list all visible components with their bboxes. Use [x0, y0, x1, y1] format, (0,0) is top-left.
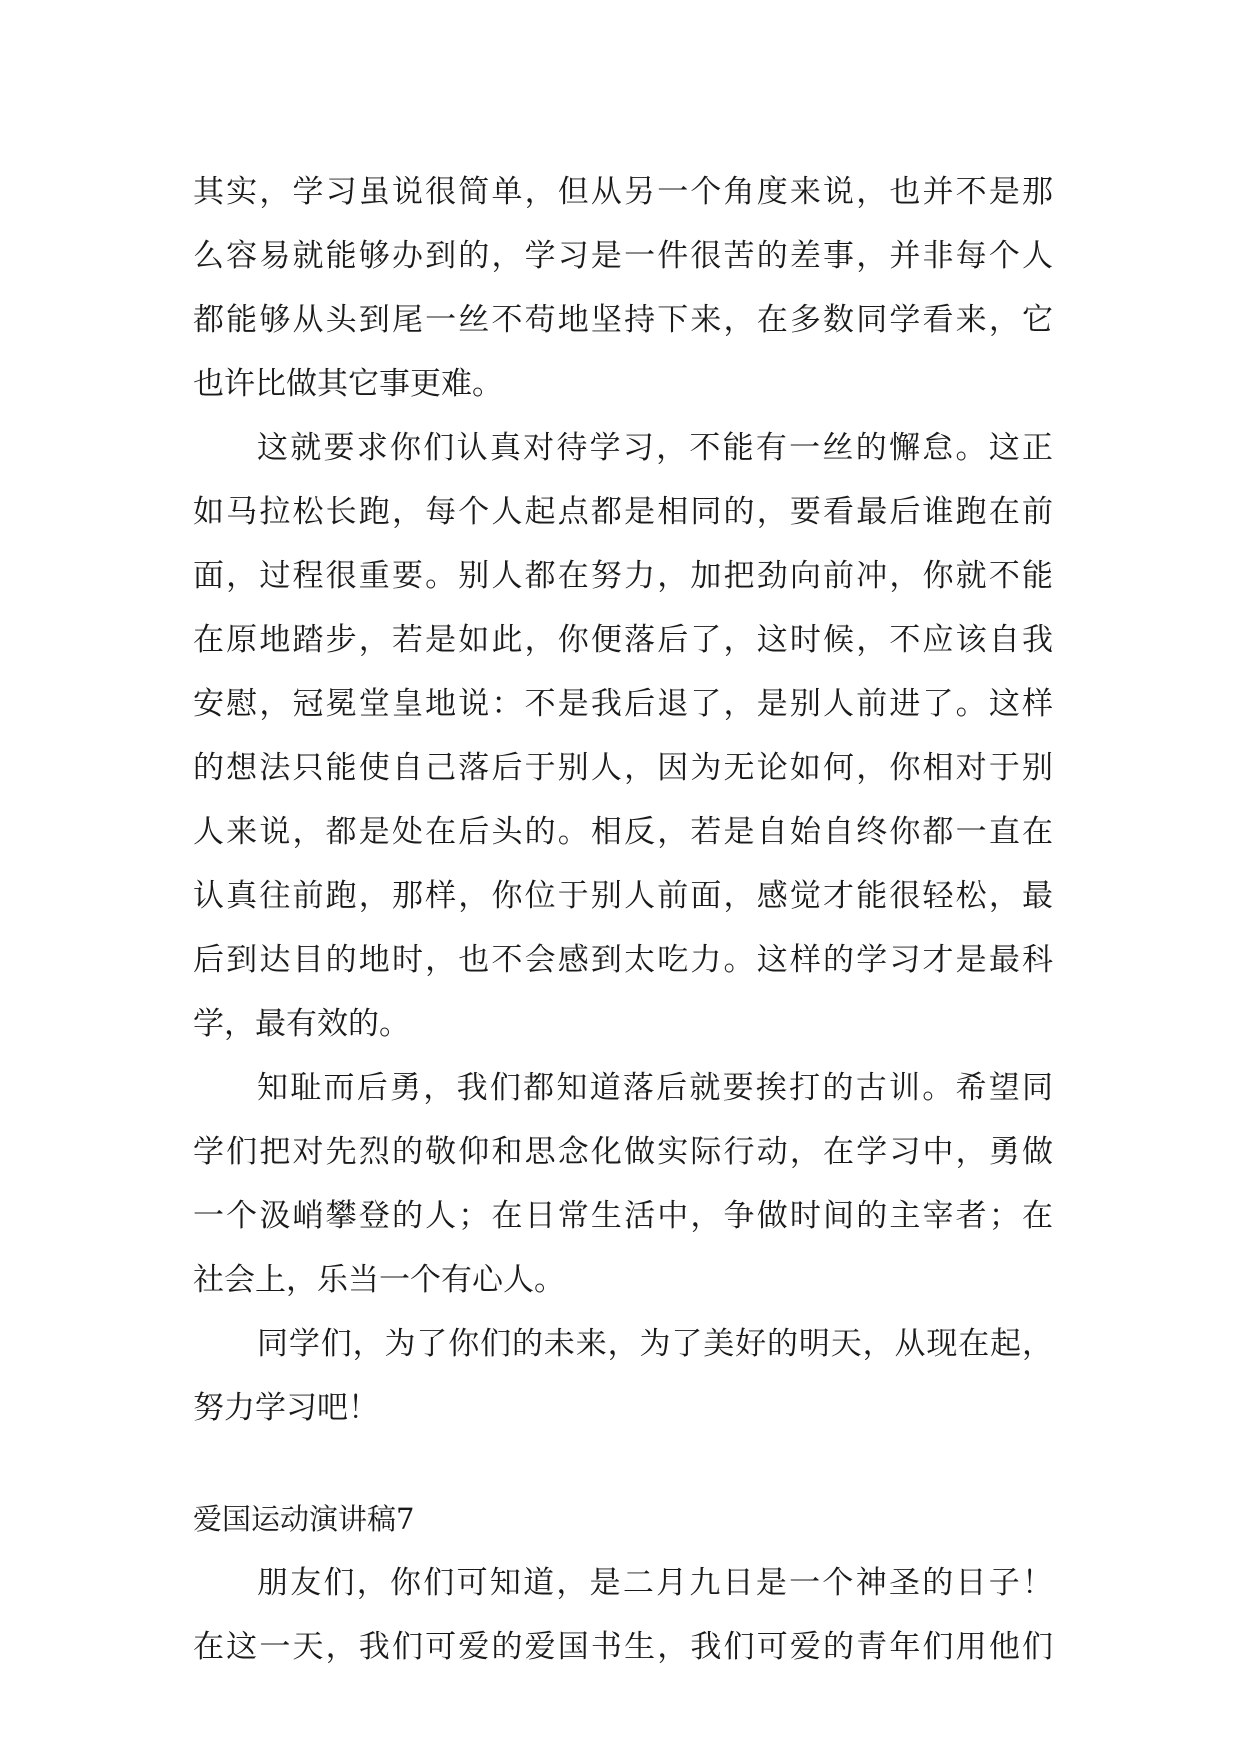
text-line: 面，过程很重要。别人都在努力，加把劲向前冲，你就不能 [193, 558, 1053, 594]
text-line: 都能够从头到尾一丝不苟地坚持下来，在多数同学看来，它 [193, 302, 1053, 338]
paragraph-4 [193, 1312, 1053, 1440]
text-line: 社会上，乐当一个有心人。 [193, 1262, 565, 1298]
text-line: 朋友们，你们可知道，是二月九日是一个神圣的日子！ [257, 1565, 1053, 1601]
text-line: 的想法只能使自己落后于别人，因为无论如何，你相对于别 [193, 750, 1053, 786]
text-line: 安慰，冠冕堂皇地说：不是我后退了，是别人前进了。这样 [193, 686, 1053, 722]
paragraph-1 [193, 160, 1053, 416]
text-line: 这就要求你们认真对待学习，不能有一丝的懈怠。这正 [257, 430, 1053, 466]
text-line: 在原地踏步，若是如此，你便落后了，这时候，不应该自我 [193, 622, 1053, 658]
paragraph-3 [193, 1056, 1053, 1312]
text-line: 学，最有效的。 [193, 1006, 410, 1042]
document-page [193, 160, 1053, 1679]
section-heading: 爱国运动演讲稿7 [193, 1502, 415, 1536]
text-line: 在这一天，我们可爱的爱国书生，我们可爱的青年们用他们 [193, 1629, 1053, 1665]
text-line: 如马拉松长跑，每个人起点都是相同的，要看最后谁跑在前 [193, 494, 1053, 530]
text-line: 其实，学习虽说很简单，但从另一个角度来说，也并不是那 [193, 174, 1053, 210]
text-line: 么容易就能够办到的，学习是一件很苦的差事，并非每个人 [193, 238, 1053, 274]
paragraph-5 [193, 1551, 1053, 1679]
text-line: 一个汲峭攀登的人；在日常生活中，争做时间的主宰者；在 [193, 1198, 1053, 1234]
text-line: 知耻而后勇，我们都知道落后就要挨打的古训。希望同 [257, 1070, 1053, 1106]
text-line: 学们把对先烈的敬仰和思念化做实际行动，在学习中，勇做 [193, 1134, 1053, 1170]
text-line: 后到达目的地时，也不会感到太吃力。这样的学习才是最科 [193, 942, 1053, 978]
text-line: 同学们，为了你们的未来，为了美好的明天，从现在起， [257, 1326, 1053, 1362]
text-line: 也许比做其它事更难。 [193, 366, 503, 402]
paragraph-2 [193, 416, 1053, 1056]
text-line: 人来说，都是处在后头的。相反，若是自始自终你都一直在 [193, 814, 1053, 850]
text-line: 认真往前跑，那样，你位于别人前面，感觉才能很轻松，最 [193, 878, 1053, 914]
text-line: 努力学习吧！ [193, 1390, 379, 1426]
